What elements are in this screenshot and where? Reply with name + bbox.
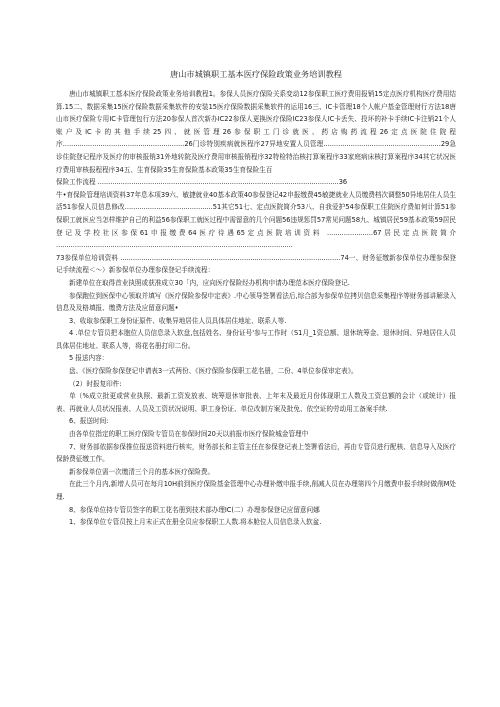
paragraph: 6、报送时间: [69, 417, 109, 426]
paragraph: 新建单位在取得首业执照或获准成立30「内，应向医疗保险经办机构申请办理范本医疗保险登记. [69, 278, 350, 287]
paragraph: 保险工作流程 ...................................................................................................................36 [56, 178, 348, 187]
paragraph: 4 .单位专管员把本胞位人员信息录入软盘,包括姓名、身份证号'参与工作时（S1月_1资总额、退休统筹金、退休时间、异地居住人员具体居住地址、联系人等，将花名册打印二份。 [56, 329, 456, 350]
document-body [56, 88, 456, 529]
paragraph: 参保跑位到医保中心领取并填写《医疗保险参保申定表》.中心领导签署看法后,综合部为参保单位拷贝信息采集程序等财务部讲解录入信息及及格填报、缴费方法及应留意问题• [56, 291, 456, 313]
paragraph: 盘、《医疗保险参保登记申请表3一式两份、《医疗保险参保职工花名册，二份、4单位参保审定表》。 [69, 367, 358, 376]
paragraph: 新参保单位需一次缴清三个月的基本医疗保险费。 [69, 467, 215, 476]
paragraph: 1、参保单位专管员按上月末正式在册全员应参保职工人数.将本舱位人员信息录入软盆. [69, 518, 322, 527]
paragraph: 5 报送内容： [69, 354, 109, 363]
paragraph: 由各单位指定的职工医疗保险专管员在参保时间20天以前报市医疗保险城金管理中 [69, 430, 309, 439]
paragraph: 7、财务部依据参保推位报送资料进行核实，财务部长和主管主任在参保登记表上签署看法后，再由专管员进行配核、信息导入及医疗保龄费征缴工作。 [56, 442, 456, 464]
paragraph: 3、收取参保职工身份证原件、收集异地居住人员具体居住地址、联系人等. [69, 316, 287, 325]
paragraph: 单（%成立批更或营业执照、最新工资发放表、统筹退休审批表、上年末及最近月份体现职工人数及工资总额的会计（或统计）报表、再就业人员状况报表、人员及工资状况说明、职工身份证、单位改制方案及批免、依空证的劳动用工备案手续. [56, 392, 456, 413]
document-title: 唐山市城镇职工基本医疗保险政策业务培训教程 [170, 69, 342, 79]
paragraph: 8、参保单位持专管员签字的职工花名册到技术部办理IC(二）办理参保登记应留意问娜 [69, 505, 320, 514]
paragraph: 在此三个月内,新增人员可在每月10H前到医疗保险基金管理中心办理补缴申报手续,削减人员在办理第四个月缴费申报手续时做削M处理. [56, 480, 456, 501]
paragraph: 73参保单位培训资料 .........................................................................................................74一、财务征缴新参保单位办理参保登记手续流程＜～）新参保单位办理参保登记手续流程： [56, 253, 456, 275]
paragraph: 唐山市城镇职工基本医疗保险政策业务培训教程1。参保人员医疗保险关系变动12参保职工医疗费用报销15定点医疗机构医疗费用结算.15二、数据采集15医疗保险数据采集软件的安装15医疗保险数据采集软件的运用16三、IC卡管理18个人帐户基金管理财行方法18唐山市医疗保险专用IC卡管理包行方法20参保人首次新办IC22参保人更换医疗保险IC23参保人IC卡丢失、投坏的补卡手续IC卡注销21个人账户及IC卡的其他手续25四、就医管理26参保职工门诊就医、药店购药流程26定点医院住院程序..........................................................26门诊特别疾病就医程序27异地安置人员管理........................................................29急诊住院登记程序及医疗的审核报销31外地转院及医疗费用审核报销程序32特检特治核打算案程序33家庭病床核打算案程序34其它状况医疗费用审核报程程序34五、生育保险35生育保险基本政策35生育保险生百 [56, 90, 456, 174]
paragraph: （2）时报复印件: [69, 379, 122, 388]
paragraph: 牛•育保险管理培训资料37年息本项39六、敏捷就业40基本政策40参保登记42申报缴费45敏捷就业人员缴费档次调整50异地居住人员生活51参保人员信息修改..........................................51其它51七、定点医院简介53八、自我爱护54参保职工住院医疗费如何计算51参保职工就医应当怎样维护自己的利益56参保职工就医过程中需留意的几个问题56违规惩罚57常见问题58九、城镇居民59基本政策59居民登记及学校社区参保61申报缴费64医疗待遇65定点医院培训资料 ......................67居民定点医院简介 ................................................................................................................. [56, 190, 456, 250]
